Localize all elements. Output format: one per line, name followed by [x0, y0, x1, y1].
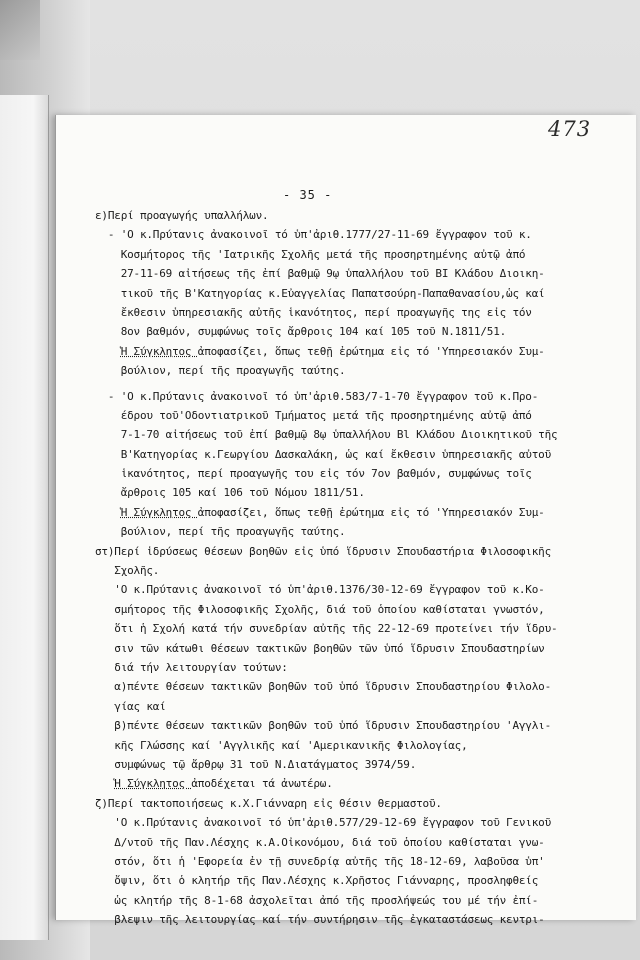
line-text: συμφώνως τῷ ἄρθρῳ 31 τοῦ Ν.Διατάγματος 3974/59. [95, 757, 417, 771]
text-line [95, 736, 595, 755]
text-line [95, 503, 595, 522]
previous-page-edge [0, 95, 49, 940]
text-line [95, 813, 595, 832]
text-line [95, 445, 595, 464]
text-line [95, 342, 595, 361]
text-line [95, 264, 595, 283]
line-text: στ)Περί ἱδρύσεως θέσεων βοηθῶν εἰς ὑπό ἵδρυσιν Σπουδαστήρια Φιλοσοφικῆς [95, 544, 552, 558]
line-text: βούλιον, περί τῆς προαγωγῆς ταύτης. [95, 364, 346, 378]
text-line [95, 871, 595, 890]
text-line [95, 245, 595, 264]
line-text: β)πέντε θέσεων τακτικῶν βοηθῶν τοῦ ὑπό ἵδρυσιν Σπουδαστηρίου 'Αγγλι- [95, 719, 552, 733]
line-text: ἀποδέχεται τά ἀνωτέρω. [191, 777, 333, 791]
line-text: βούλιον, περί τῆς προαγωγῆς ταύτης. [95, 525, 346, 539]
text-line [95, 639, 595, 658]
line-indent [95, 506, 121, 519]
text-line [95, 774, 595, 793]
line-text: 'Ο κ.Πρύτανις ἀνακοινοῖ τό ὑπ'ἀριθ.1376/30-12-69 ἔγγραφον τοῦ κ.Κο- [95, 583, 545, 597]
text-line [95, 425, 595, 444]
line-text: Σχολῆς. [95, 564, 160, 578]
text-line [95, 406, 595, 425]
text-line [95, 716, 595, 735]
text-line [95, 658, 595, 677]
line-text: διά τήν λειτουργίαν τούτων: [95, 660, 288, 674]
line-text: στόν, ὅτι ἡ 'Εφορεία ἐν τῇ συνεδρίᾳ αὐτῆς τῆς 18-12-69, λαβοῦσα ὑπ' [95, 854, 545, 868]
text-line [95, 361, 595, 380]
line-text: - 'Ο κ.Πρύτανις ἀνακοινοῖ τό ὑπ'ἀριθ.1777/27-11-69 ἔγγραφον τοῦ κ. [95, 228, 532, 242]
text-line [95, 833, 595, 852]
text-line [95, 794, 595, 813]
text-line [95, 483, 595, 502]
line-text: γίας καί [95, 699, 166, 713]
text-line [95, 755, 595, 774]
line-text: κῆς Γλώσσης καί 'Αγγλικῆς καί 'Αμερικανικῆς Φιλολογίας, [95, 738, 468, 752]
underlined-subject: Ἡ Σύγκλητος [114, 777, 192, 791]
line-text: ὄψιν, ὅτι ὁ κλητήρ τῆς Παν.Λέσχης κ.Χρῆστος Γιάνναρης, προσληφθείς [95, 874, 539, 888]
text-line [95, 225, 595, 244]
line-indent [95, 777, 114, 790]
line-indent [95, 345, 121, 358]
line-text: 7-1-70 αἰτήσεως τοῦ ἐπί βαθμῷ 8ῳ ὑπαλλήλου Βl Κλάδου Διοικητικοῦ τῆς [95, 428, 558, 442]
line-text: ὡς κλητήρ τῆς 8-1-68 ἀσχολεῖται ἀπό τῆς προσλήψεώς του μέ τήν ἐπί- [95, 893, 539, 907]
text-line [95, 464, 595, 483]
line-text: τικοῦ τῆς Β'Κατηγορίας κ.Εὐαγγελίας Παπατσούρη-Παπαθανασίου,ὡς καί [95, 286, 545, 300]
line-text: ἀποφασίζει, ὅπως τεθῇ ἐρώτημα εἰς τό 'Υπηρεσιακόν Συμ- [197, 344, 545, 358]
line-text: - 'Ο κ.Πρύτανις ἀνακοινοῖ τό ὑπ'ἀριθ.583/7-1-70 ἔγγραφον τοῦ κ.Προ- [95, 389, 539, 403]
text-line [95, 697, 595, 716]
text-line [95, 891, 595, 910]
line-text: σιν τῶν κάτωθι θέσεων τακτικῶν βοηθῶν τῶν ὑπό ἵδρυσιν Σπουδαστηρίων [95, 641, 545, 655]
underlined-subject: Ἡ Σύγκλητος [120, 505, 198, 519]
line-text: Δ/ντοῦ τῆς Παν.Λέσχης κ.Α.Οἰκονόμου, διά τοῦ ὁποίου καθίσταται γνω- [95, 835, 545, 849]
line-text: βλεψιν τῆς λειτουργίας καί τήν συντήρησιν τῆς ἐγκαταστάσεως κεντρι- [95, 913, 545, 927]
line-text: Κοσμήτορος τῆς 'Ιατρικῆς Σχολῆς μετά τῆς προσηρτημένης αὐτῷ ἀπό [95, 247, 526, 261]
underlined-subject: Ἡ Σύγκλητος [120, 344, 198, 358]
handwritten-page-number: 473 [548, 117, 592, 141]
binder-corner [0, 0, 40, 60]
text-line [95, 387, 595, 406]
text-line [95, 206, 595, 225]
page-number: - 35 - [283, 188, 333, 202]
line-text: ἀποφασίζει, ὅπως τεθῇ ἐρώτημα εἰς τό 'Υπηρεσιακόν Συμ- [197, 505, 545, 519]
text-line [95, 522, 595, 541]
line-text: ἔκθεσιν ὑπηρεσιακῆς αὐτῆς ἱκανότητος, περί προαγωγῆς της εἰς τόν [95, 305, 532, 319]
document-body [95, 206, 595, 929]
text-line [95, 561, 595, 580]
text-line [95, 284, 595, 303]
line-text: ε)Περί προαγωγής υπαλλήλων. [95, 209, 269, 222]
line-text: Β'Κατηγορίας κ.Γεωργίου Δασκαλάκη, ὡς καί ἔκθεσιν ὑπηρεσιακῆς αὐτοῦ [95, 447, 552, 461]
text-line [95, 677, 595, 696]
line-text: ζ)Περί τακτοποιήσεως κ.Χ.Γιάνναρη εἰς θέσιν θερμαστοῦ. [95, 796, 442, 810]
line-text: ὅτι ἡ Σχολή κατά τήν συνεδρίαν αὐτῆς τῆς 22-12-69 προτείνει τήν ἵδρυ- [95, 622, 558, 636]
text-line [95, 542, 595, 561]
text-line [95, 600, 595, 619]
line-text: ἄρθροις 105 καί 106 τοῦ Νόμου 1811/51. [95, 486, 365, 500]
line-text: έδρου τοῦ'Οδοντιατρικοῦ Τμήματος μετά τῆς προσηρτημένης αὐτῷ ἀπό [95, 408, 532, 422]
line-text: σμήτορος τῆς Φιλοσοφικῆς Σχολῆς, διά τοῦ ὁποίου καθίσταται γνωστόν, [95, 602, 545, 616]
text-line [95, 910, 595, 929]
text-line [95, 852, 595, 871]
text-line [95, 580, 595, 599]
line-text: 'Ο κ.Πρύτανις ἀνακοινοῖ τό ὑπ'ἀριθ.577/29-12-69 ἔγγραφον τοῦ Γενικοῦ [95, 816, 552, 830]
line-text: 27-11-69 αἰτήσεως τῆς ἐπί βαθμῷ 9ῳ ὑπαλλήλου τοῦ ΒΙ Κλάδου Διοικη- [95, 267, 545, 281]
line-text: α)πέντε θέσεων τακτικῶν βοηθῶν τοῦ ὑπό ἵδρυσιν Σπουδαστηρίου Φιλολο- [95, 680, 552, 694]
text-line [95, 322, 595, 341]
line-text: 8ον βαθμόν, συμφώνως τοῖς ἄρθροις 104 καί 105 τοῦ Ν.1811/51. [95, 325, 507, 339]
text-line [95, 619, 595, 638]
text-line [95, 303, 595, 322]
line-text: ἱκανότητος, περί προαγωγῆς του εἰς τόν 7ον βαθμόν, συμφώνως τοῖς [95, 467, 532, 481]
